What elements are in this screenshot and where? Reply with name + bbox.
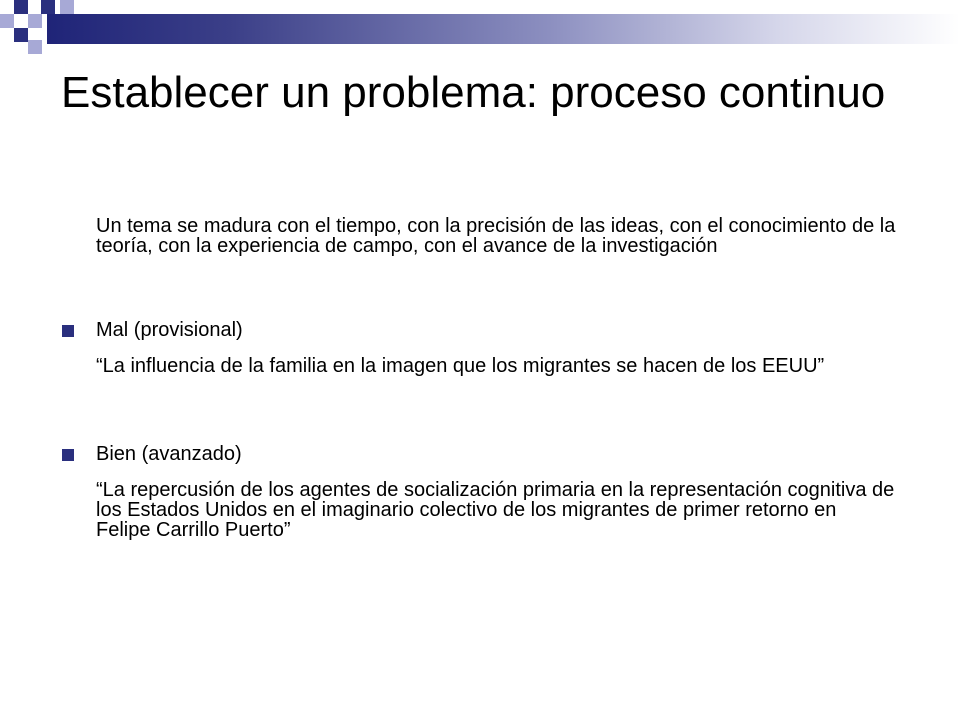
- corner-square-navy-1: [14, 0, 28, 14]
- header-gradient-bar: [47, 14, 960, 44]
- corner-square-lavender-2: [28, 14, 42, 28]
- corner-square-lavender-3: [28, 40, 42, 54]
- corner-square-navy-2: [41, 0, 55, 14]
- quote-mal: “La influencia de la familia en la imagen que los migrantes se hacen de los EEUU”: [96, 355, 825, 377]
- quote-bien: “La repercusión de los agentes de socialización primaria en la representación cognitiva de los Estados Unidos en el imaginario colectivo de los migrantes de primer retorno en Felipe Carrillo Puerto”: [96, 479, 895, 541]
- bullet-square-icon: [62, 325, 74, 337]
- intro-paragraph: Un tema se madura con el tiempo, con la precisión de las ideas, con el conocimiento de la teoría, con la experiencia de campo, con el avance de la investigación: [96, 215, 896, 257]
- bullet-label-bien: Bien (avanzado): [96, 443, 242, 465]
- bullet-square-icon: [62, 449, 74, 461]
- corner-square-navy-3: [14, 28, 28, 42]
- slide-title: Establecer un problema: proceso continuo: [61, 68, 886, 117]
- corner-square-lavender-4: [60, 0, 74, 14]
- corner-square-lavender-1: [0, 14, 14, 28]
- bullet-label-mal: Mal (provisional): [96, 319, 243, 341]
